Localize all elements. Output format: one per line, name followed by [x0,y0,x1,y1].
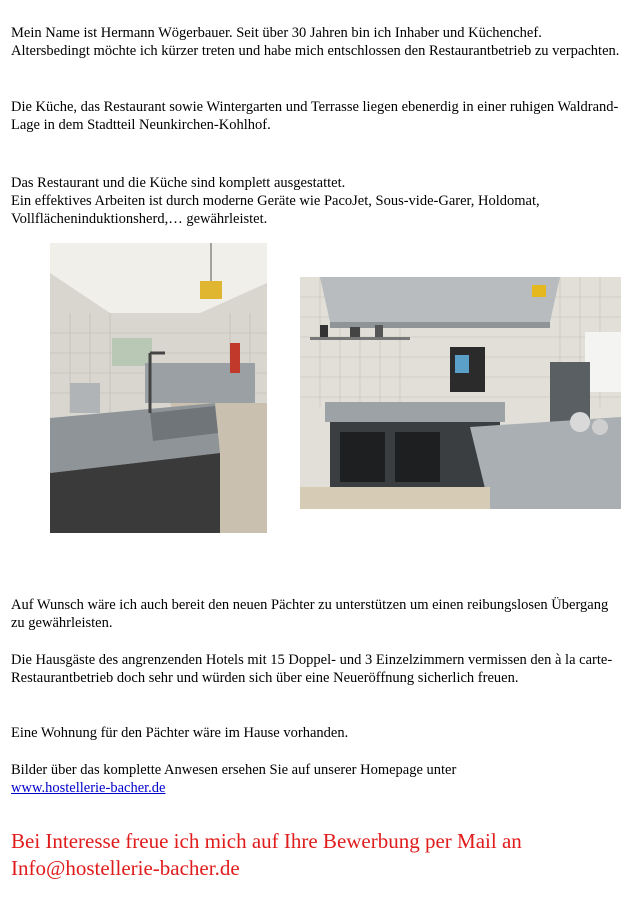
equipment-paragraph-line1: Das Restaurant und die Küche sind komplett ausgestattet. [11,175,346,191]
contact-cta-line1: Bei Interesse freue ich mich auf Ihre Bewerbung per Mail an [11,829,522,853]
kitchen-photo-right [300,277,621,509]
homepage-line [11,779,621,797]
hotel-paragraph: Die Hausgäste des angrenzenden Hotels mit 15 Doppel- und 3 Einzelzimmern vermissen den à la carte- Restaurantbetrieb doch sehr und würden sich über eine Neueröffnung sicherlich freuen. [11,652,613,686]
equipment-paragraph-line2: Ein effektives Arbeiten ist durch moderne Geräte wie PacoJet, Sous-vide-Garer, Holdomat, Vollflächeninduktionsherd,… gewährleistet. [11,193,540,227]
kitchen-photo-left [50,243,267,533]
location-paragraph: Die Küche, das Restaurant sowie Wintergarten und Terrasse liegen ebenerdig in einer ruhigen Waldrand-Lage in dem Stadtteil Neunkirchen-Kohlhof. [11,99,619,133]
support-paragraph: Auf Wunsch wäre ich auch bereit den neuen Pächter zu unterstützen um einen reibungslosen Übergang zu gewährleisten. [11,597,609,631]
contact-email[interactable]: Info@hostellerie-bacher.de [11,856,240,880]
intro-paragraph: Mein Name ist Hermann Wögerbauer. Seit über 30 Jahren bin ich Inhaber und Küchenchef. Altersbedingt möchte ich kürzer treten und habe mich entschlossen den Restaurantbetrieb zu verpachten. [11,25,620,59]
pictures-paragraph: Bilder über das komplette Anwesen ersehen Sie auf unserer Homepage unter [11,762,457,778]
apartment-paragraph: Eine Wohnung für den Pächter wäre im Hause vorhanden. [11,725,349,741]
homepage-link[interactable]: www.hostellerie-bacher.de [11,780,166,796]
